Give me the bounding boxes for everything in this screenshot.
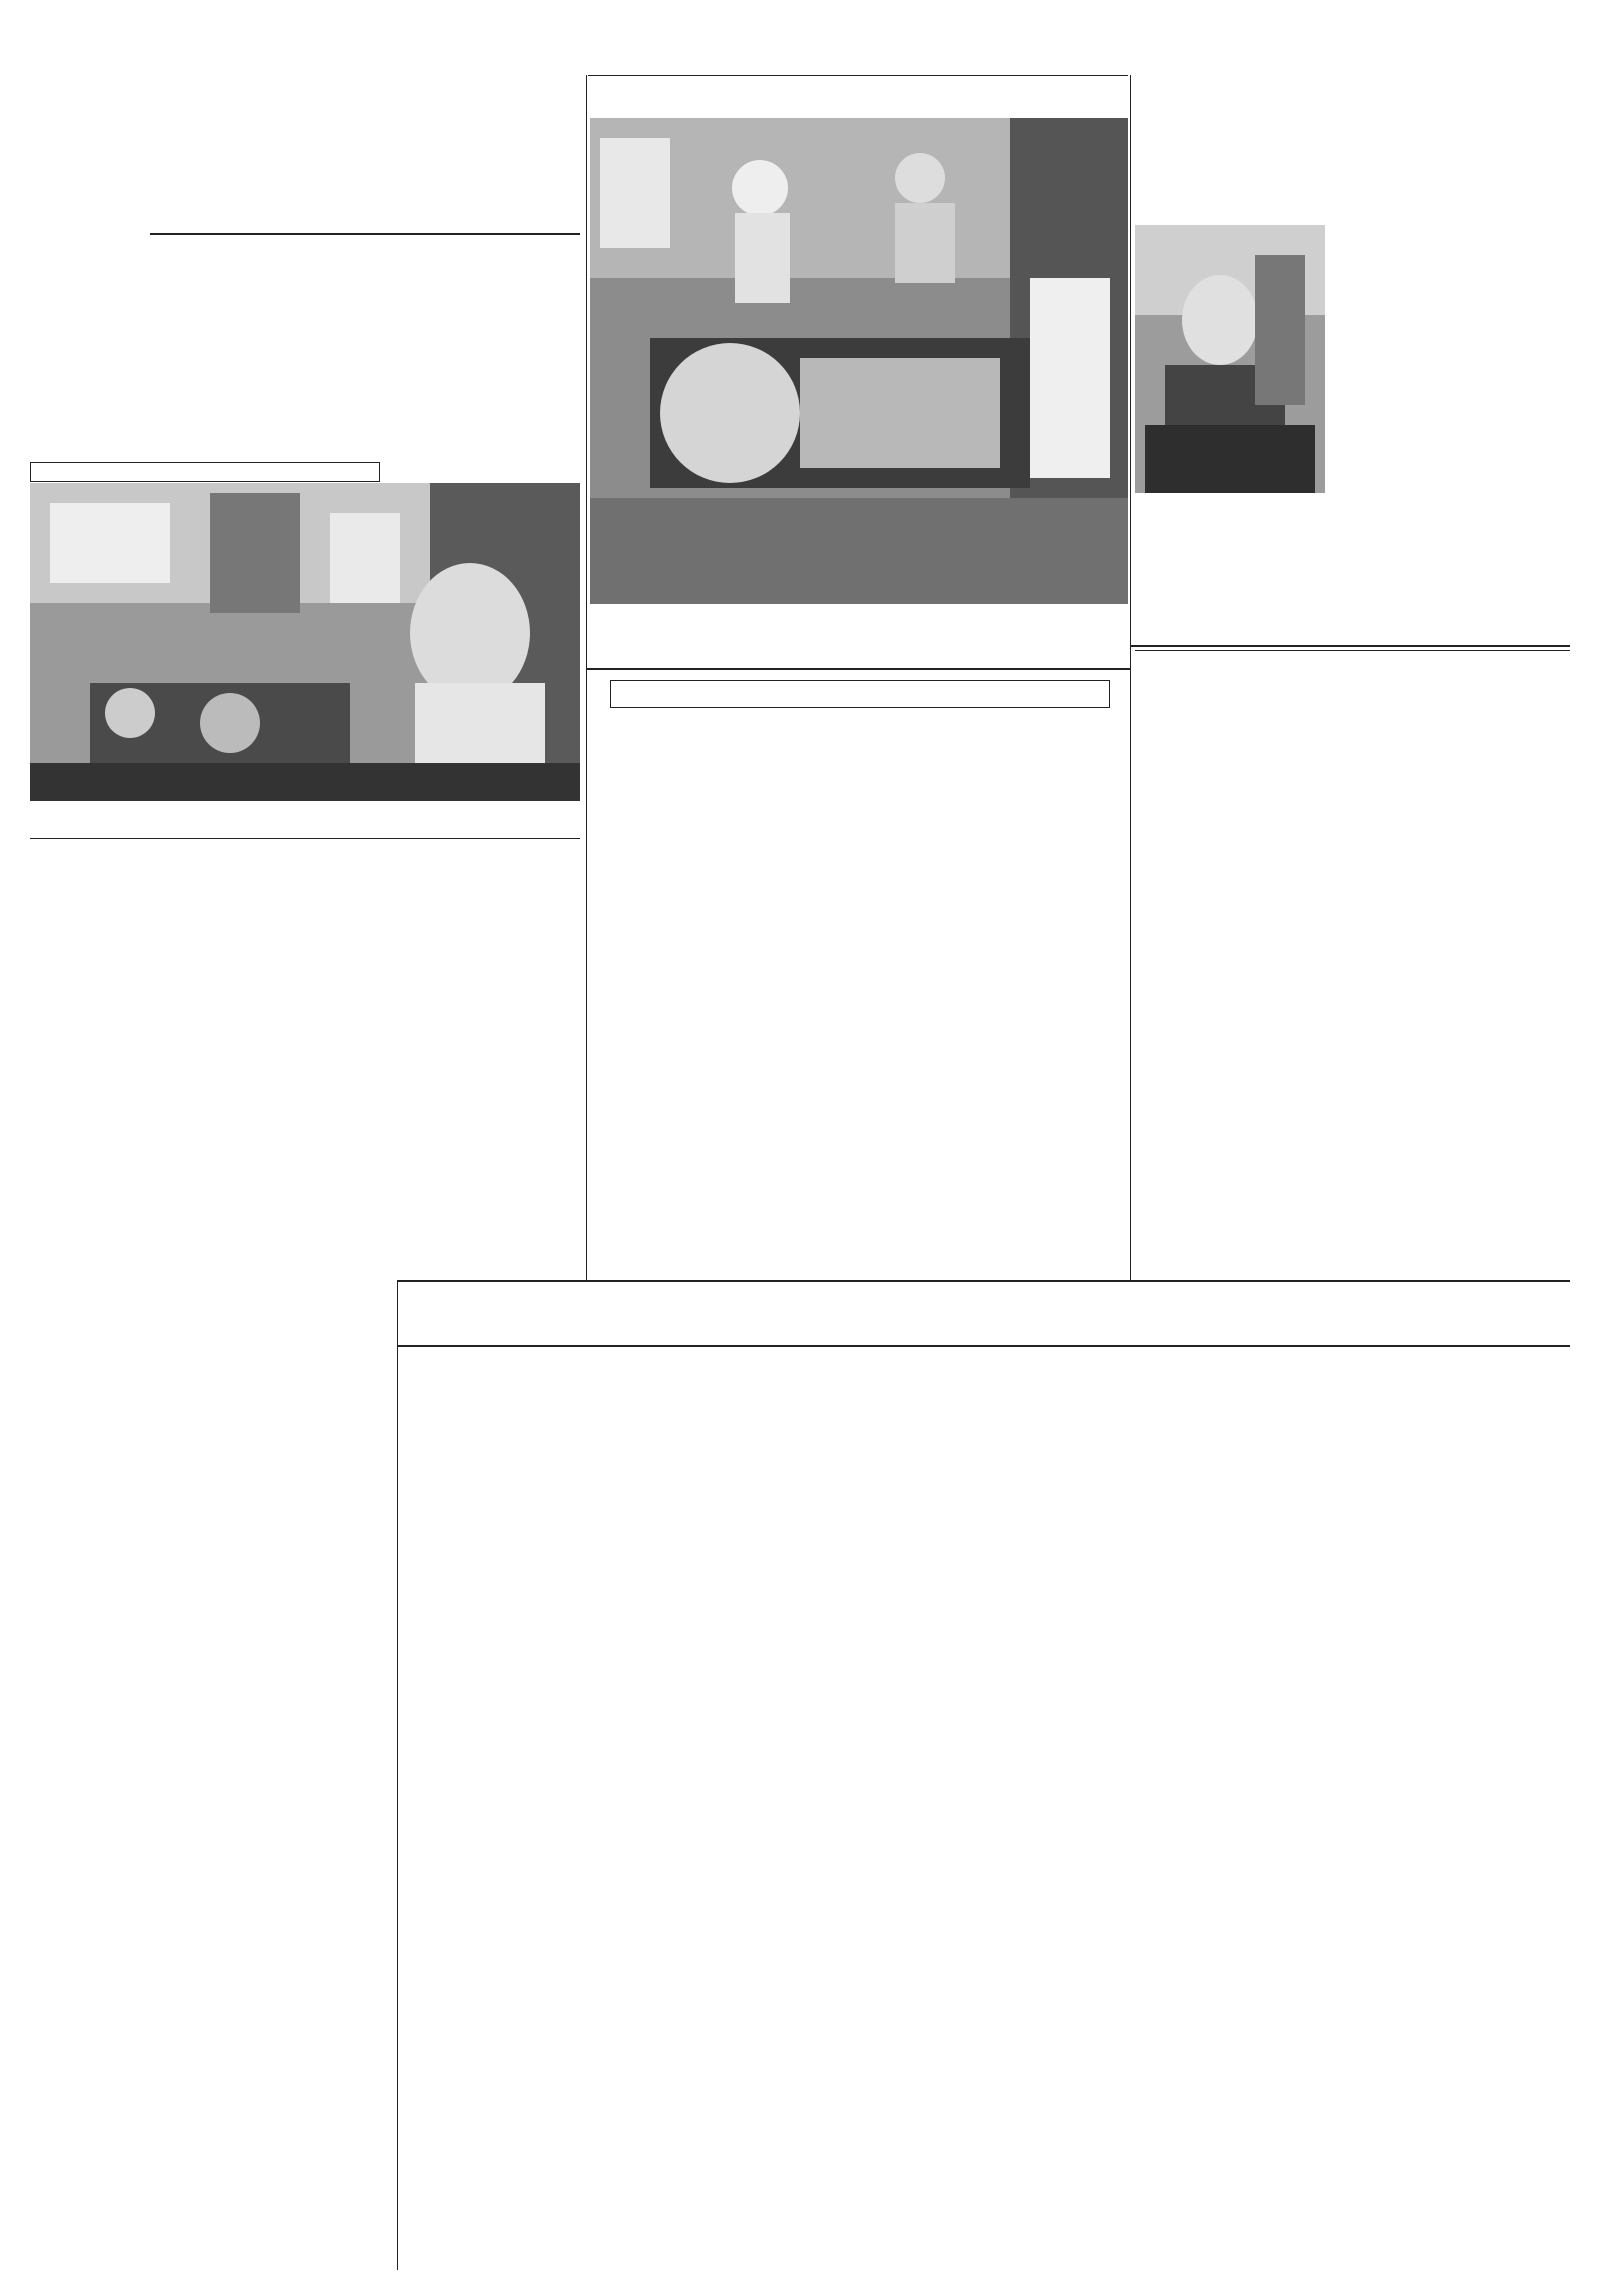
science-col2 xyxy=(1355,852,1568,2242)
kidney-caption-left xyxy=(590,608,855,664)
genetics-body-right xyxy=(305,338,583,458)
chronicle-col3 xyxy=(866,1382,1091,2262)
artificial-kidney-photo xyxy=(590,118,1128,604)
nrv-body-col2 xyxy=(305,1005,583,1275)
kidney-caption-right xyxy=(862,608,1127,664)
aging-col1 xyxy=(590,914,720,1274)
nrv-kicker xyxy=(30,838,580,839)
section-rule xyxy=(1130,645,1570,647)
genetics-subtitle-line2 xyxy=(150,234,580,235)
aging-kicker xyxy=(610,680,1110,708)
nrv-body-col1 xyxy=(30,1005,295,2270)
science-kicker xyxy=(1135,650,1570,651)
column-rule xyxy=(1130,75,1131,1280)
kidney-headline xyxy=(588,75,1128,76)
column-rule xyxy=(397,1280,398,2270)
kidney-headline-line1 xyxy=(588,75,1128,76)
genetics-subtitle xyxy=(150,233,580,235)
aging-col2 xyxy=(728,914,858,1274)
soviet-photo-caption-top xyxy=(30,462,380,482)
column-rule xyxy=(586,75,587,1280)
genetics-body-left xyxy=(30,338,295,458)
section-rule xyxy=(586,668,1131,670)
scientist-lab-photo xyxy=(30,483,580,801)
chemist-portrait-photo xyxy=(1135,225,1325,493)
chronicle-col2 xyxy=(633,1382,858,2262)
chronicle-item1 xyxy=(400,1382,625,2262)
semiconductor-body xyxy=(1330,262,1570,640)
genetics-title xyxy=(30,78,585,228)
chronicle-subtitle xyxy=(398,1345,1570,1347)
soviet-photo-caption-bottom xyxy=(30,802,580,832)
aging-col4 xyxy=(1000,914,1128,1274)
aging-col3 xyxy=(866,914,996,1274)
chronicle-col4 xyxy=(1099,1382,1324,2262)
